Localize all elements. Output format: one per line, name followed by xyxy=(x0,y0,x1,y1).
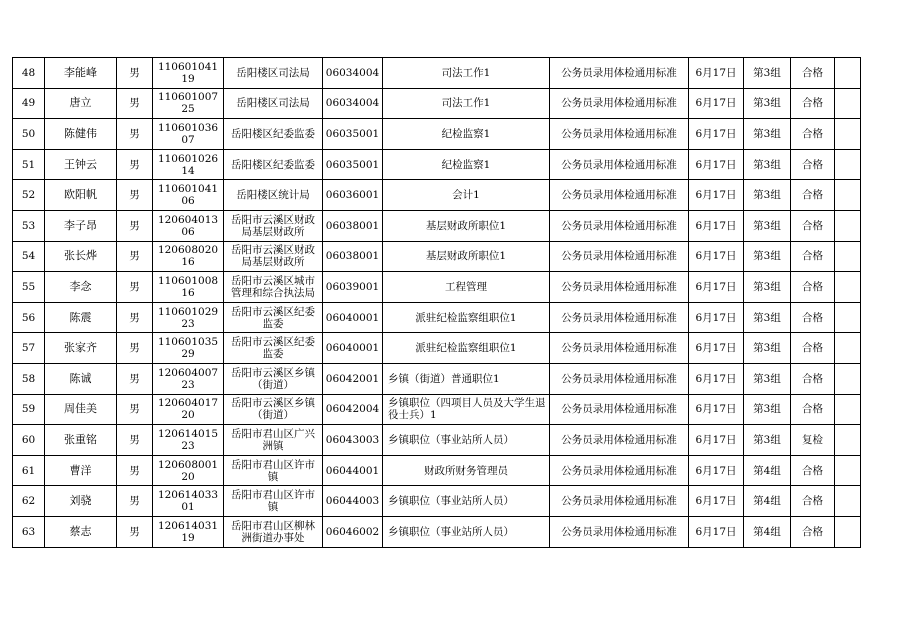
exam-date-cell: 6月17日 xyxy=(689,88,744,119)
table-row xyxy=(13,119,861,150)
row-number-cell: 51 xyxy=(13,149,45,180)
exam-standard-cell: 公务员录用体检通用标准 xyxy=(550,58,689,89)
row-number-cell: 50 xyxy=(13,119,45,150)
table-row xyxy=(13,455,861,486)
table-row xyxy=(13,58,861,89)
table-row xyxy=(13,88,861,119)
exam-date-cell: 6月17日 xyxy=(689,210,744,241)
unit-cell: 岳阳市君山区广兴洲镇 xyxy=(224,425,323,456)
table-row xyxy=(13,210,861,241)
position-code-cell: 06046002 xyxy=(323,516,383,547)
position-code-cell: 06042001 xyxy=(323,363,383,394)
name-cell: 李能峰 xyxy=(45,58,117,89)
exam-id-cell: 11060102923 xyxy=(153,302,224,333)
group-cell: 第3组 xyxy=(744,363,791,394)
exam-date-cell: 6月17日 xyxy=(689,149,744,180)
group-cell: 第3组 xyxy=(744,333,791,364)
exam-id-cell: 11060103529 xyxy=(153,333,224,364)
position-code-cell: 06040001 xyxy=(323,333,383,364)
note-cell xyxy=(835,88,861,119)
group-cell: 第3组 xyxy=(744,302,791,333)
exam-id-cell: 11060104106 xyxy=(153,180,224,211)
position-cell: 派驻纪检监察组职位1 xyxy=(383,333,550,364)
group-cell: 第3组 xyxy=(744,210,791,241)
position-code-cell: 06042004 xyxy=(323,394,383,425)
row-number-cell: 62 xyxy=(13,486,45,517)
note-cell xyxy=(835,58,861,89)
exam-id-cell: 12060802016 xyxy=(153,241,224,272)
exam-standard-cell: 公务员录用体检通用标准 xyxy=(550,486,689,517)
exam-date-cell: 6月17日 xyxy=(689,302,744,333)
exam-date-cell: 6月17日 xyxy=(689,394,744,425)
note-cell xyxy=(835,363,861,394)
unit-cell: 岳阳市君山区许市镇 xyxy=(224,486,323,517)
exam-id-cell: 12061401523 xyxy=(153,425,224,456)
unit-cell: 岳阳市云溪区乡镇（街道） xyxy=(224,394,323,425)
table-row xyxy=(13,149,861,180)
exam-id-cell: 11060100816 xyxy=(153,272,224,303)
note-cell xyxy=(835,394,861,425)
result-cell: 合格 xyxy=(791,455,835,486)
position-cell: 司法工作1 xyxy=(383,88,550,119)
result-cell: 合格 xyxy=(791,241,835,272)
table-row xyxy=(13,425,861,456)
name-cell: 陈健伟 xyxy=(45,119,117,150)
note-cell xyxy=(835,241,861,272)
row-number-cell: 52 xyxy=(13,180,45,211)
position-code-cell: 06038001 xyxy=(323,241,383,272)
gender-cell: 男 xyxy=(117,119,153,150)
exam-id-cell: 12060400723 xyxy=(153,363,224,394)
position-cell: 乡镇职位（四项目人员及大学生退役士兵）1 xyxy=(383,394,550,425)
result-cell: 复检 xyxy=(791,425,835,456)
exam-id-cell: 12060401306 xyxy=(153,210,224,241)
note-cell xyxy=(835,516,861,547)
result-cell: 合格 xyxy=(791,210,835,241)
exam-id-cell: 12061403119 xyxy=(153,516,224,547)
result-cell: 合格 xyxy=(791,516,835,547)
exam-standard-cell: 公务员录用体检通用标准 xyxy=(550,210,689,241)
exam-standard-cell: 公务员录用体检通用标准 xyxy=(550,455,689,486)
note-cell xyxy=(835,302,861,333)
row-number-cell: 58 xyxy=(13,363,45,394)
exam-date-cell: 6月17日 xyxy=(689,486,744,517)
result-cell: 合格 xyxy=(791,363,835,394)
row-number-cell: 57 xyxy=(13,333,45,364)
gender-cell: 男 xyxy=(117,149,153,180)
position-cell: 基层财政所职位1 xyxy=(383,241,550,272)
exam-date-cell: 6月17日 xyxy=(689,455,744,486)
row-number-cell: 61 xyxy=(13,455,45,486)
exam-standard-cell: 公务员录用体检通用标准 xyxy=(550,363,689,394)
gender-cell: 男 xyxy=(117,241,153,272)
group-cell: 第3组 xyxy=(744,394,791,425)
result-cell: 合格 xyxy=(791,149,835,180)
unit-cell: 岳阳楼区司法局 xyxy=(224,88,323,119)
exam-standard-cell: 公务员录用体检通用标准 xyxy=(550,149,689,180)
result-cell: 合格 xyxy=(791,486,835,517)
results-table xyxy=(12,57,861,548)
position-cell: 工程管理 xyxy=(383,272,550,303)
result-cell: 合格 xyxy=(791,58,835,89)
gender-cell: 男 xyxy=(117,272,153,303)
table-row xyxy=(13,486,861,517)
exam-id-cell: 11060102614 xyxy=(153,149,224,180)
gender-cell: 男 xyxy=(117,486,153,517)
result-cell: 合格 xyxy=(791,180,835,211)
row-number-cell: 55 xyxy=(13,272,45,303)
note-cell xyxy=(835,180,861,211)
note-cell xyxy=(835,455,861,486)
result-cell: 合格 xyxy=(791,302,835,333)
position-cell: 纪检监察1 xyxy=(383,149,550,180)
gender-cell: 男 xyxy=(117,180,153,211)
exam-standard-cell: 公务员录用体检通用标准 xyxy=(550,119,689,150)
name-cell: 欧阳帆 xyxy=(45,180,117,211)
exam-standard-cell: 公务员录用体检通用标准 xyxy=(550,333,689,364)
position-code-cell: 06036001 xyxy=(323,180,383,211)
position-cell: 会计1 xyxy=(383,180,550,211)
note-cell xyxy=(835,486,861,517)
note-cell xyxy=(835,272,861,303)
name-cell: 唐立 xyxy=(45,88,117,119)
gender-cell: 男 xyxy=(117,58,153,89)
position-cell: 财政所财务管理员 xyxy=(383,455,550,486)
note-cell xyxy=(835,149,861,180)
position-code-cell: 06043003 xyxy=(323,425,383,456)
note-cell xyxy=(835,333,861,364)
unit-cell: 岳阳市云溪区财政局基层财政所 xyxy=(224,210,323,241)
group-cell: 第3组 xyxy=(744,272,791,303)
name-cell: 陈震 xyxy=(45,302,117,333)
exam-date-cell: 6月17日 xyxy=(689,333,744,364)
unit-cell: 岳阳市云溪区纪委监委 xyxy=(224,302,323,333)
position-cell: 基层财政所职位1 xyxy=(383,210,550,241)
name-cell: 张家齐 xyxy=(45,333,117,364)
exam-id-cell: 12061403301 xyxy=(153,486,224,517)
row-number-cell: 56 xyxy=(13,302,45,333)
group-cell: 第3组 xyxy=(744,180,791,211)
gender-cell: 男 xyxy=(117,88,153,119)
group-cell: 第4组 xyxy=(744,455,791,486)
exam-date-cell: 6月17日 xyxy=(689,516,744,547)
exam-standard-cell: 公务员录用体检通用标准 xyxy=(550,425,689,456)
row-number-cell: 59 xyxy=(13,394,45,425)
position-cell: 乡镇（街道）普通职位1 xyxy=(383,363,550,394)
position-cell: 纪检监察1 xyxy=(383,119,550,150)
exam-date-cell: 6月17日 xyxy=(689,425,744,456)
position-code-cell: 06035001 xyxy=(323,149,383,180)
gender-cell: 男 xyxy=(117,455,153,486)
table-row xyxy=(13,394,861,425)
position-code-cell: 06034004 xyxy=(323,88,383,119)
unit-cell: 岳阳市云溪区财政局基层财政所 xyxy=(224,241,323,272)
position-code-cell: 06035001 xyxy=(323,119,383,150)
exam-date-cell: 6月17日 xyxy=(689,58,744,89)
exam-standard-cell: 公务员录用体检通用标准 xyxy=(550,88,689,119)
result-cell: 合格 xyxy=(791,394,835,425)
unit-cell: 岳阳楼区纪委监委 xyxy=(224,149,323,180)
result-cell: 合格 xyxy=(791,88,835,119)
position-cell: 乡镇职位（事业站所人员） xyxy=(383,516,550,547)
result-cell: 合格 xyxy=(791,119,835,150)
exam-standard-cell: 公务员录用体检通用标准 xyxy=(550,516,689,547)
row-number-cell: 54 xyxy=(13,241,45,272)
table-row xyxy=(13,272,861,303)
group-cell: 第3组 xyxy=(744,149,791,180)
position-code-cell: 06040001 xyxy=(323,302,383,333)
unit-cell: 岳阳楼区统计局 xyxy=(224,180,323,211)
exam-standard-cell: 公务员录用体检通用标准 xyxy=(550,180,689,211)
result-cell: 合格 xyxy=(791,272,835,303)
exam-id-cell: 11060100725 xyxy=(153,88,224,119)
note-cell xyxy=(835,210,861,241)
table-row xyxy=(13,363,861,394)
row-number-cell: 53 xyxy=(13,210,45,241)
name-cell: 周佳美 xyxy=(45,394,117,425)
exam-date-cell: 6月17日 xyxy=(689,119,744,150)
gender-cell: 男 xyxy=(117,363,153,394)
exam-id-cell: 12060800120 xyxy=(153,455,224,486)
unit-cell: 岳阳市君山区许市镇 xyxy=(224,455,323,486)
exam-standard-cell: 公务员录用体检通用标准 xyxy=(550,272,689,303)
name-cell: 刘骁 xyxy=(45,486,117,517)
gender-cell: 男 xyxy=(117,210,153,241)
unit-cell: 岳阳市云溪区乡镇（街道） xyxy=(224,363,323,394)
name-cell: 陈诚 xyxy=(45,363,117,394)
name-cell: 曹洋 xyxy=(45,455,117,486)
gender-cell: 男 xyxy=(117,516,153,547)
unit-cell: 岳阳市云溪区城市管理和综合执法局 xyxy=(224,272,323,303)
table-row xyxy=(13,516,861,547)
name-cell: 蔡志 xyxy=(45,516,117,547)
gender-cell: 男 xyxy=(117,302,153,333)
group-cell: 第3组 xyxy=(744,58,791,89)
name-cell: 张重铭 xyxy=(45,425,117,456)
gender-cell: 男 xyxy=(117,394,153,425)
exam-id-cell: 11060103607 xyxy=(153,119,224,150)
note-cell xyxy=(835,119,861,150)
group-cell: 第4组 xyxy=(744,516,791,547)
row-number-cell: 48 xyxy=(13,58,45,89)
exam-date-cell: 6月17日 xyxy=(689,272,744,303)
name-cell: 王钟云 xyxy=(45,149,117,180)
gender-cell: 男 xyxy=(117,333,153,364)
table-row xyxy=(13,302,861,333)
position-code-cell: 06044001 xyxy=(323,455,383,486)
exam-date-cell: 6月17日 xyxy=(689,180,744,211)
group-cell: 第3组 xyxy=(744,119,791,150)
gender-cell: 男 xyxy=(117,425,153,456)
exam-id-cell: 11060104119 xyxy=(153,58,224,89)
exam-id-cell: 12060401720 xyxy=(153,394,224,425)
position-cell: 派驻纪检监察组职位1 xyxy=(383,302,550,333)
row-number-cell: 60 xyxy=(13,425,45,456)
result-cell: 合格 xyxy=(791,333,835,364)
unit-cell: 岳阳市云溪区纪委监委 xyxy=(224,333,323,364)
group-cell: 第3组 xyxy=(744,88,791,119)
position-code-cell: 06039001 xyxy=(323,272,383,303)
position-cell: 乡镇职位（事业站所人员） xyxy=(383,425,550,456)
exam-standard-cell: 公务员录用体检通用标准 xyxy=(550,241,689,272)
exam-date-cell: 6月17日 xyxy=(689,363,744,394)
position-cell: 乡镇职位（事业站所人员） xyxy=(383,486,550,517)
table-row xyxy=(13,241,861,272)
row-number-cell: 63 xyxy=(13,516,45,547)
exam-date-cell: 6月17日 xyxy=(689,241,744,272)
name-cell: 李念 xyxy=(45,272,117,303)
unit-cell: 岳阳市君山区柳林洲街道办事处 xyxy=(224,516,323,547)
row-number-cell: 49 xyxy=(13,88,45,119)
table-row xyxy=(13,333,861,364)
position-code-cell: 06034004 xyxy=(323,58,383,89)
name-cell: 张长烨 xyxy=(45,241,117,272)
name-cell: 李子昂 xyxy=(45,210,117,241)
unit-cell: 岳阳楼区司法局 xyxy=(224,58,323,89)
unit-cell: 岳阳楼区纪委监委 xyxy=(224,119,323,150)
position-code-cell: 06044003 xyxy=(323,486,383,517)
group-cell: 第3组 xyxy=(744,241,791,272)
exam-standard-cell: 公务员录用体检通用标准 xyxy=(550,394,689,425)
group-cell: 第4组 xyxy=(744,486,791,517)
exam-standard-cell: 公务员录用体检通用标准 xyxy=(550,302,689,333)
position-cell: 司法工作1 xyxy=(383,58,550,89)
note-cell xyxy=(835,425,861,456)
group-cell: 第3组 xyxy=(744,425,791,456)
table-row xyxy=(13,180,861,211)
position-code-cell: 06038001 xyxy=(323,210,383,241)
